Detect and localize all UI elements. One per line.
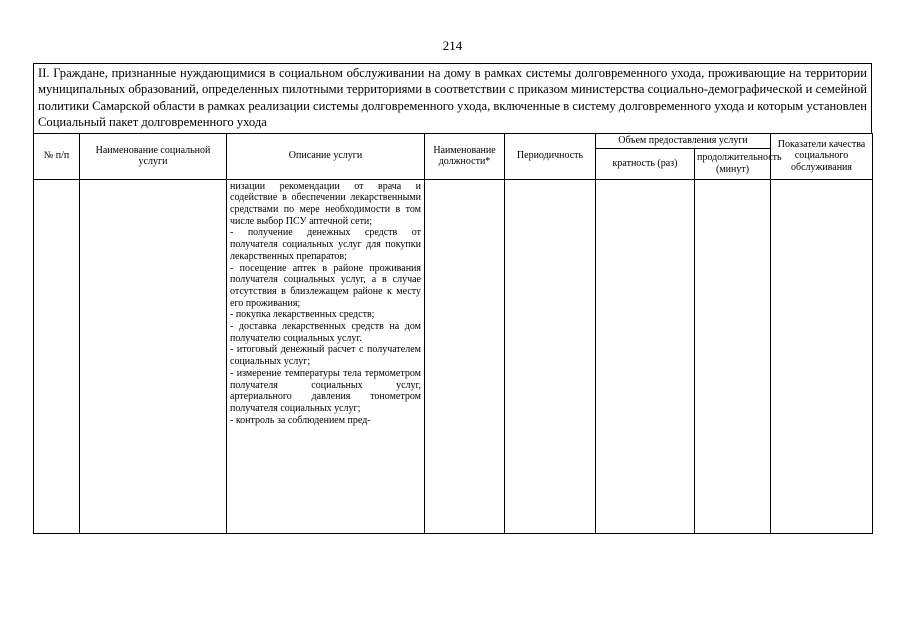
header-description: Описание услуги	[227, 133, 425, 179]
description-line: - измерение температуры тела термометром получателя социальных услуг, артериального давления тонометром получателя социальных услуг;	[230, 367, 421, 414]
cell-description	[227, 179, 425, 533]
cell-quality	[771, 179, 873, 533]
description-line: - контроль за соблюдением пред-	[230, 414, 371, 426]
header-num: № п/п	[34, 133, 80, 179]
document-sheet	[33, 63, 872, 534]
header-duration: продолжительность (минут)	[695, 148, 771, 179]
services-table	[33, 133, 873, 534]
header-volume: Объем предоставления услуги	[596, 133, 771, 148]
cell-position	[425, 179, 505, 533]
description-line: - получение денежных средств от получателя социальных услуг для покупки лекарственных препаратов;	[230, 227, 421, 262]
cell-periodicity	[505, 179, 596, 533]
header-position: Наименование должности*	[425, 133, 505, 179]
header-periodicity: Периодичность	[505, 133, 596, 179]
header-frequency: кратность (раз)	[596, 148, 695, 179]
header-row	[34, 133, 873, 148]
cell-service-name	[80, 179, 227, 533]
cell-duration	[695, 179, 771, 533]
cell-num	[34, 179, 80, 533]
cell-frequency	[596, 179, 695, 533]
description-line: - доставка лекарственных средств на дом получателю социальных услуг.	[230, 321, 421, 344]
description-line: - посещение аптек в районе проживания получателя социальных услуг, а в случае отсутствия в близлежащем районе к месту его проживания;	[230, 262, 421, 309]
page-number: 214	[442, 38, 463, 53]
description-line: - покупка лекарственных средств;	[230, 309, 375, 321]
description-line: низации рекомендации от врача и содействие в обеспечении лекарственными средствами по мере необходимости в том числе выбор ПСУ аптечной сети;	[230, 180, 421, 227]
header-service-name: Наименование социальной услуги	[80, 133, 227, 179]
table-row	[34, 179, 873, 533]
header-quality: Показатели качества социального обслуживания	[771, 133, 873, 179]
section-title: II. Граждане, признанные нуждающимися в социальном обслуживании на дому в рамках системы долговременного ухода, проживающие на территории муниципальных образований, определенных пилотными территориями в соответствии с приказом министерства социально-демографической и семейной политики Самарской области в рамках реализации системы долговременного ухода, включенные в систему долговременного ухода и которым установлен Социальный пакет долговременного ухода	[33, 63, 872, 133]
description-line: - итоговый денежный расчет с получателем социальных услуг;	[230, 344, 421, 368]
